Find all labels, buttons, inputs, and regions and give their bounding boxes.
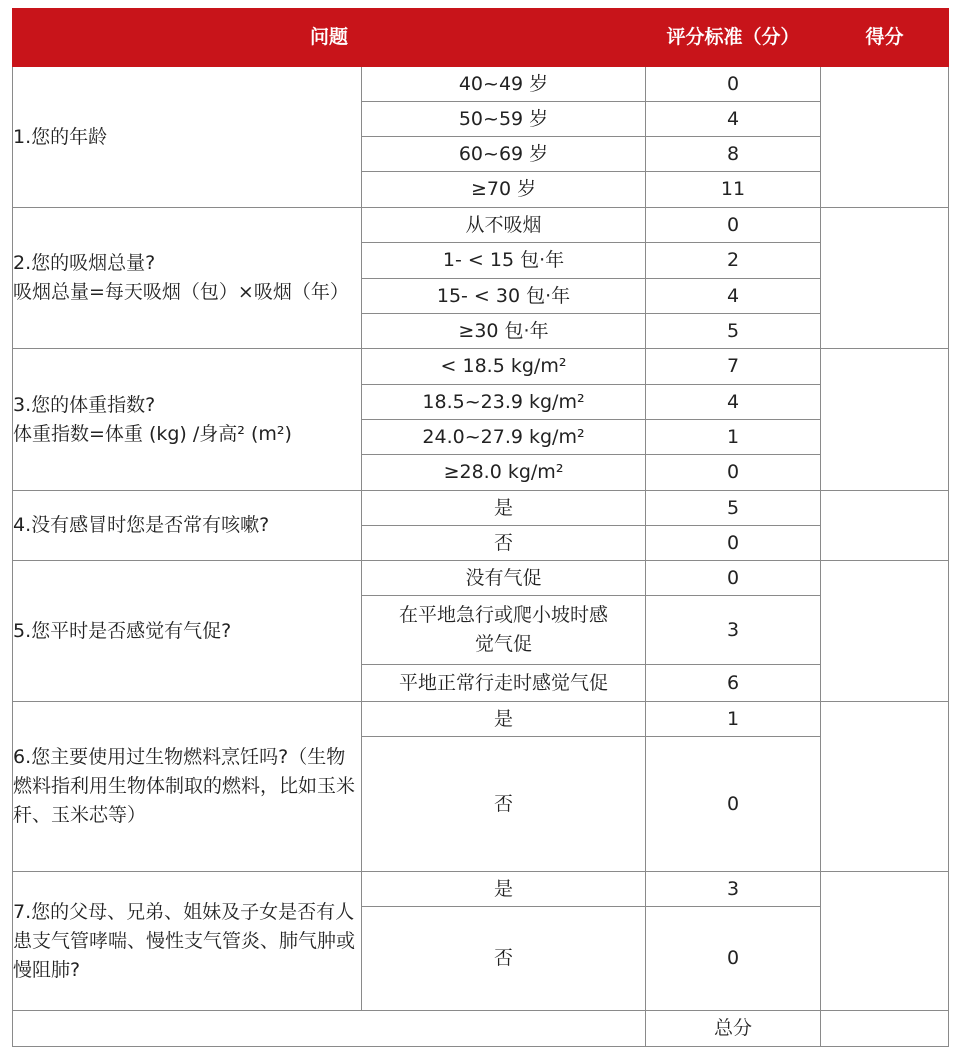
option-label: 否	[362, 907, 646, 1011]
option-score: 4	[646, 385, 821, 420]
option-score: 6	[646, 665, 821, 702]
table-row	[13, 67, 949, 102]
option-score: 3	[646, 872, 821, 907]
option-label: 在平地急行或爬小坡时感觉气促	[362, 596, 646, 665]
table-row	[13, 349, 949, 385]
option-score: 8	[646, 137, 821, 172]
total-row	[13, 1011, 949, 1047]
score-entry-cell[interactable]	[821, 872, 949, 1011]
table-row	[13, 491, 949, 526]
option-label: 是	[362, 872, 646, 907]
question-3	[13, 349, 362, 491]
option-label: ≥28.0 kg/m²	[362, 455, 646, 491]
option-score: 0	[646, 907, 821, 1011]
header-score: 得分	[821, 9, 949, 67]
option-score: 2	[646, 243, 821, 279]
question-text: 1.您的年龄	[13, 125, 108, 148]
score-entry-cell[interactable]	[821, 702, 949, 872]
question-text: 7.您的父母、兄弟、姐妹及子女是否有人患支气管哮喘、慢性支气管炎、肺气肿或慢阻肺?	[13, 900, 356, 981]
header-row	[13, 9, 949, 67]
option-label: 没有气促	[362, 561, 646, 596]
question-text: 体重指数=体重 (kg) /身高² (m²)	[13, 422, 292, 445]
total-blank	[13, 1011, 646, 1047]
question-text: 2.您的吸烟总量?	[13, 252, 156, 274]
option-score: 0	[646, 455, 821, 491]
question-2	[13, 208, 362, 349]
table-row	[13, 561, 949, 596]
option-label: < 18.5 kg/m²	[362, 349, 646, 385]
option-score: 0	[646, 526, 821, 561]
question-text: 5.您平时是否感觉有气促?	[13, 619, 232, 642]
option-label: 15- < 30 包·年	[362, 279, 646, 314]
total-label: 总分	[646, 1011, 821, 1047]
question-4	[13, 491, 362, 561]
table-row	[13, 702, 949, 737]
option-label: 50~59 岁	[362, 102, 646, 137]
option-label: 1- < 15 包·年	[362, 243, 646, 279]
option-label: 是	[362, 702, 646, 737]
option-label: ≥30 包·年	[362, 314, 646, 349]
question-text: 6.您主要使用过生物燃料烹饪吗?（生物燃料指利用生物体制取的燃料，比如玉米秆、玉米芯等）	[13, 746, 356, 826]
question-1	[13, 67, 362, 208]
question-text: 吸烟总量=每天吸烟（包）×吸烟（年）	[13, 281, 349, 303]
assessment-table	[12, 8, 949, 1047]
option-label: 18.5~23.9 kg/m²	[362, 385, 646, 420]
score-entry-cell[interactable]	[821, 561, 949, 702]
option-label: 24.0~27.9 kg/m²	[362, 420, 646, 455]
question-6	[13, 702, 362, 872]
option-score: 4	[646, 102, 821, 137]
question-text: 4.没有感冒时您是否常有咳嗽?	[13, 514, 270, 536]
question-7	[13, 872, 362, 1011]
table-row	[13, 872, 949, 907]
option-label: 60~69 岁	[362, 137, 646, 172]
question-text: 3.您的体重指数?	[13, 393, 156, 416]
table-body	[13, 67, 949, 1047]
score-entry-cell[interactable]	[821, 491, 949, 561]
total-score-cell[interactable]	[821, 1011, 949, 1047]
option-label: 平地正常行走时感觉气促	[362, 665, 646, 702]
score-entry-cell[interactable]	[821, 349, 949, 491]
score-entry-cell[interactable]	[821, 208, 949, 349]
score-entry-cell[interactable]	[821, 67, 949, 208]
option-score: 1	[646, 420, 821, 455]
option-score: 7	[646, 349, 821, 385]
option-label: 否	[362, 737, 646, 872]
option-label: 40~49 岁	[362, 67, 646, 102]
option-label: ≥70 岁	[362, 172, 646, 208]
option-score: 0	[646, 208, 821, 243]
option-score: 5	[646, 491, 821, 526]
option-score: 0	[646, 67, 821, 102]
option-score: 4	[646, 279, 821, 314]
option-score: 0	[646, 561, 821, 596]
header-question: 问题	[13, 9, 646, 67]
option-label: 是	[362, 491, 646, 526]
table-row	[13, 208, 949, 243]
option-label: 否	[362, 526, 646, 561]
option-score: 5	[646, 314, 821, 349]
option-score: 0	[646, 737, 821, 872]
question-5	[13, 561, 362, 702]
option-score: 1	[646, 702, 821, 737]
option-score: 11	[646, 172, 821, 208]
option-score: 3	[646, 596, 821, 665]
option-label: 从不吸烟	[362, 208, 646, 243]
header-criteria: 评分标准（分）	[646, 9, 821, 67]
